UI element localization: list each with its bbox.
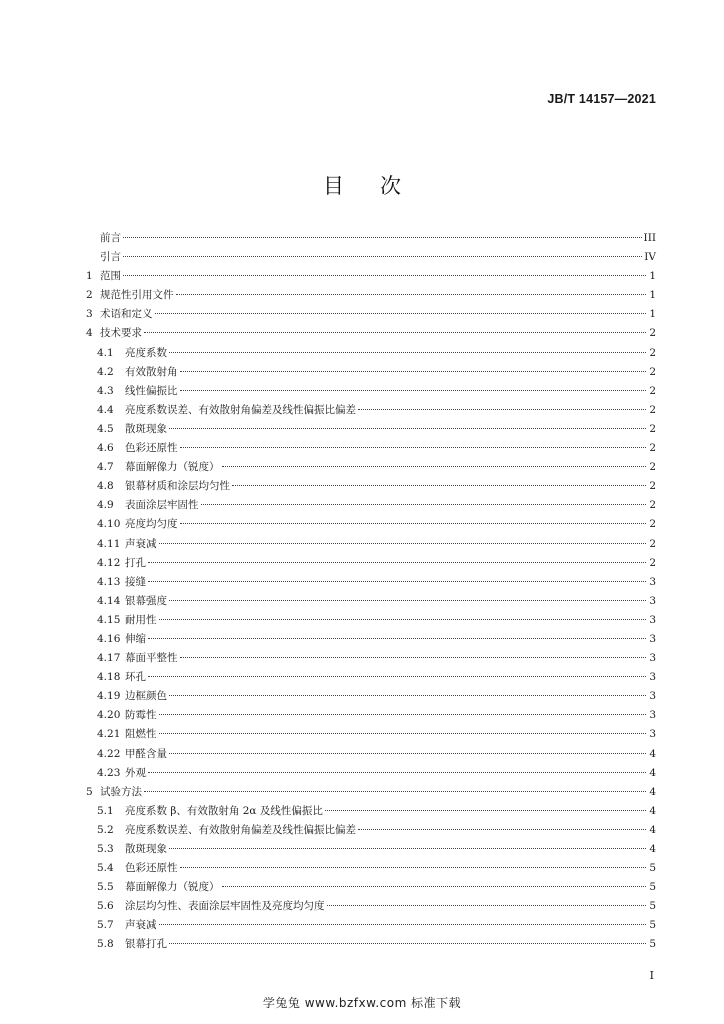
toc-entry-number: 4.14 <box>97 594 121 607</box>
toc-dot-leader <box>144 332 646 333</box>
toc-dot-leader <box>222 466 647 467</box>
toc-entry-page: 2 <box>649 422 656 435</box>
toc-entry-page: 3 <box>649 632 656 645</box>
toc-dot-leader <box>159 733 647 734</box>
toc-entry-page: 3 <box>649 613 656 626</box>
toc-entry-number: 5.6 <box>97 900 114 913</box>
toc-dot-leader <box>358 829 646 830</box>
toc-entry-number: 4.9 <box>97 499 114 512</box>
toc-dot-leader <box>180 657 647 658</box>
toc-entry-page: 3 <box>649 690 656 703</box>
toc-entry[interactable] <box>86 554 656 573</box>
toc-entry-number: 4.21 <box>97 728 121 741</box>
toc-entry[interactable] <box>86 668 656 687</box>
toc-dot-leader <box>148 562 646 563</box>
toc-entry-title: 亮度系数 <box>125 346 167 359</box>
toc-entry-number: 5.2 <box>97 823 114 836</box>
toc-entry-number: 2 <box>86 289 93 302</box>
toc-entry-title: 规范性引用文件 <box>100 289 174 302</box>
toc-entry-title: 打孔 <box>125 556 146 569</box>
toc-entry-page: 5 <box>649 881 656 894</box>
toc-entry-page: 4 <box>649 804 656 817</box>
toc-entry-page: 2 <box>649 537 656 550</box>
table-of-contents <box>86 229 656 955</box>
toc-entry-page: 2 <box>649 327 656 340</box>
toc-dot-leader <box>159 619 647 620</box>
toc-entry-title: 接缝 <box>125 575 146 588</box>
toc-entry-number: 4.1 <box>97 346 114 359</box>
toc-entry[interactable] <box>86 935 656 954</box>
toc-entry-title: 前言 <box>100 232 121 244</box>
toc-entry-number: 5.4 <box>97 862 114 875</box>
toc-entry-page: 4 <box>649 843 656 855</box>
toc-entry-page: III <box>643 232 656 244</box>
toc-entry-number: 4.8 <box>97 480 114 493</box>
toc-entry-title: 耐用性 <box>125 613 157 626</box>
toc-entry[interactable] <box>86 535 656 554</box>
toc-entry-title: 银幕强度 <box>125 594 167 607</box>
toc-entry-title: 表面涂层牢固性 <box>125 499 199 512</box>
toc-dot-leader <box>169 600 646 601</box>
toc-entry-page: 2 <box>649 480 656 493</box>
toc-entry-title: 亮度系数误差、有效散射角偏差及线性偏振比偏差 <box>125 823 356 836</box>
toc-dot-leader <box>169 848 646 849</box>
toc-entry-number: 4.11 <box>97 537 121 550</box>
toc-entry-page: 4 <box>649 785 656 798</box>
toc-entry-number: 4.5 <box>97 422 114 435</box>
toc-entry[interactable] <box>86 630 656 649</box>
toc-entry-page: 3 <box>649 652 656 665</box>
toc-entry[interactable] <box>86 286 656 305</box>
toc-entry-title: 线性偏振比 <box>125 384 178 397</box>
toc-entry-title: 银幕打孔 <box>125 938 167 951</box>
toc-entry-page: 5 <box>649 900 656 913</box>
toc-entry[interactable] <box>86 420 656 439</box>
toc-entry-number: 4 <box>86 327 93 340</box>
toc-entry-title: 范围 <box>100 270 121 283</box>
toc-entry-number: 4.7 <box>97 461 114 474</box>
toc-dot-leader <box>358 409 646 410</box>
toc-entry-title: 术语和定义 <box>100 308 153 321</box>
toc-entry-number: 1 <box>86 270 93 283</box>
toc-entry-title: 阻燃性 <box>125 728 157 741</box>
toc-entry[interactable] <box>86 401 656 420</box>
toc-entry-number: 4.13 <box>97 575 121 588</box>
toc-entry[interactable] <box>86 840 656 859</box>
toc-entry-number: 5.1 <box>97 804 114 817</box>
toc-entry-title: 引言 <box>100 251 121 264</box>
toc-entry-title: 亮度系数 β、有效散射角 2α 及线性偏振比 <box>125 804 323 817</box>
toc-entry-title: 技术要求 <box>100 327 142 340</box>
toc-entry-number: 4.6 <box>97 442 114 455</box>
page-number: I <box>649 969 654 982</box>
toc-entry[interactable] <box>86 592 656 611</box>
toc-dot-leader <box>180 447 647 448</box>
toc-dot-leader <box>180 390 647 391</box>
toc-dot-leader <box>148 581 646 582</box>
toc-entry-title: 色彩还原性 <box>125 862 178 875</box>
toc-dot-leader <box>169 428 646 429</box>
toc-entry-number: 5.8 <box>97 938 114 951</box>
toc-dot-leader <box>123 256 642 257</box>
toc-entry-page: 3 <box>649 594 656 607</box>
toc-entry-title: 幕面解像力（锐度） <box>125 461 220 474</box>
toc-entry-page: 3 <box>649 575 656 588</box>
toc-entry-page: 5 <box>649 938 656 951</box>
toc-entry[interactable] <box>86 916 656 935</box>
toc-entry-number: 5.3 <box>97 843 114 855</box>
toc-entry[interactable] <box>86 363 656 382</box>
toc-entry[interactable] <box>86 725 656 744</box>
toc-entry-title: 幕面平整性 <box>125 652 178 665</box>
toc-entry-page: 2 <box>649 384 656 397</box>
toc-dot-leader <box>123 275 646 276</box>
toc-dot-leader <box>148 772 646 773</box>
toc-entry-page: 2 <box>649 556 656 569</box>
toc-dot-leader <box>169 695 646 696</box>
toc-entry[interactable] <box>86 439 656 458</box>
toc-entry[interactable] <box>86 324 656 343</box>
toc-entry[interactable] <box>86 229 656 248</box>
toc-dot-leader <box>155 313 647 314</box>
toc-entry[interactable] <box>86 745 656 764</box>
toc-entry-number: 5 <box>86 785 93 798</box>
toc-entry-title: 银幕材质和涂层均匀性 <box>125 480 230 493</box>
toc-dot-leader <box>325 810 646 811</box>
toc-entry-page: 3 <box>649 728 656 741</box>
toc-entry-number: 4.3 <box>97 384 114 397</box>
toc-entry-page: 5 <box>649 919 656 932</box>
toc-entry-title: 防霉性 <box>125 709 157 722</box>
toc-entry-page: 4 <box>649 747 656 760</box>
toc-dot-leader <box>159 924 647 925</box>
toc-entry-title: 甲醛含量 <box>125 747 167 760</box>
toc-entry-number: 4.19 <box>97 690 121 703</box>
toc-entry-page: 1 <box>649 289 656 302</box>
toc-entry-number: 4.12 <box>97 556 121 569</box>
toc-entry-title: 亮度系数误差、有效散射角偏差及线性偏振比偏差 <box>125 403 356 416</box>
standard-number: JB/T 14157—2021 <box>547 92 656 106</box>
toc-entry[interactable] <box>86 496 656 515</box>
page-title: 目次 <box>323 174 437 198</box>
toc-entry-page: 3 <box>649 709 656 722</box>
toc-entry[interactable] <box>86 802 656 821</box>
toc-entry-title: 外观 <box>125 766 146 779</box>
toc-entry[interactable] <box>86 305 656 324</box>
toc-entry-title: 亮度均匀度 <box>125 518 178 531</box>
toc-dot-leader <box>144 791 646 792</box>
toc-entry-number: 4.10 <box>97 518 121 531</box>
toc-entry-number: 4.22 <box>97 747 121 760</box>
toc-entry[interactable] <box>86 706 656 725</box>
toc-entry[interactable] <box>86 611 656 630</box>
toc-entry-page: 2 <box>649 365 656 378</box>
toc-dot-leader <box>180 867 647 868</box>
toc-dot-leader <box>232 485 646 486</box>
toc-entry-title: 试验方法 <box>100 785 142 798</box>
toc-entry-page: 4 <box>649 766 656 779</box>
toc-dot-leader <box>123 237 642 238</box>
toc-entry-page: IV <box>644 251 656 264</box>
toc-entry-title: 幕面解像力（锐度） <box>125 881 220 894</box>
toc-dot-leader <box>159 714 647 715</box>
toc-dot-leader <box>327 905 647 906</box>
toc-entry-number: 4.18 <box>97 671 121 684</box>
toc-entry-page: 2 <box>649 461 656 474</box>
toc-entry[interactable] <box>86 267 656 286</box>
toc-entry-title: 散斑现象 <box>125 843 167 855</box>
toc-entry[interactable] <box>86 859 656 878</box>
toc-entry-number: 4.20 <box>97 709 121 722</box>
toc-dot-leader <box>180 523 647 524</box>
toc-entry-title: 声衰减 <box>125 537 157 550</box>
toc-entry[interactable] <box>86 458 656 477</box>
toc-dot-leader <box>148 638 646 639</box>
toc-dot-leader <box>176 294 647 295</box>
toc-entry-number: 4.17 <box>97 652 121 665</box>
toc-dot-leader <box>169 352 646 353</box>
toc-entry-page: 1 <box>649 308 656 321</box>
toc-entry[interactable] <box>86 783 656 802</box>
toc-entry-title: 伸缩 <box>125 632 146 645</box>
toc-entry-title: 边框颜色 <box>125 690 167 703</box>
toc-dot-leader <box>201 504 647 505</box>
toc-entry-page: 2 <box>649 346 656 359</box>
toc-entry[interactable] <box>86 344 656 363</box>
toc-entry[interactable] <box>86 821 656 840</box>
toc-dot-leader <box>159 543 647 544</box>
toc-dot-leader <box>222 886 647 887</box>
toc-entry-number: 5.7 <box>97 919 114 932</box>
toc-dot-leader <box>169 753 646 754</box>
toc-dot-leader <box>180 371 647 372</box>
toc-entry-title: 有效散射角 <box>125 365 178 378</box>
toc-entry[interactable] <box>86 382 656 401</box>
toc-dot-leader <box>148 676 646 677</box>
toc-entry-title: 色彩还原性 <box>125 442 178 455</box>
toc-entry[interactable] <box>86 515 656 534</box>
toc-entry[interactable] <box>86 477 656 496</box>
toc-entry[interactable] <box>86 687 656 706</box>
toc-entry[interactable] <box>86 573 656 592</box>
toc-entry-number: 4.4 <box>97 403 114 416</box>
toc-entry-number: 5.5 <box>97 881 114 894</box>
toc-entry-page: 2 <box>649 518 656 531</box>
toc-entry-title: 涂层均匀性、表面涂层牢固性及亮度均匀度 <box>125 900 325 913</box>
toc-entry-page: 5 <box>649 862 656 875</box>
toc-entry-number: 4.16 <box>97 632 121 645</box>
toc-entry-page: 3 <box>649 671 656 684</box>
toc-entry-page: 4 <box>649 823 656 836</box>
site-watermark: 学兔兔 www.bzfxw.com 标准下载 <box>262 996 462 1010</box>
toc-dot-leader <box>169 943 646 944</box>
toc-entry-page: 2 <box>649 442 656 455</box>
toc-entry[interactable] <box>86 764 656 783</box>
toc-entry-number: 3 <box>86 308 93 321</box>
toc-entry[interactable] <box>86 649 656 668</box>
toc-entry-number: 4.2 <box>97 365 114 378</box>
toc-entry[interactable] <box>86 878 656 897</box>
toc-entry-title: 环孔 <box>125 671 146 684</box>
toc-entry-number: 4.23 <box>97 766 121 779</box>
toc-entry-title: 散斑现象 <box>125 422 167 435</box>
toc-entry[interactable] <box>86 248 656 267</box>
toc-entry-page: 2 <box>649 403 656 416</box>
toc-entry-page: 1 <box>649 270 656 283</box>
toc-entry-number: 4.15 <box>97 613 121 626</box>
toc-entry-title: 声衰减 <box>125 919 157 932</box>
toc-entry[interactable] <box>86 897 656 916</box>
toc-entry-page: 2 <box>649 499 656 512</box>
